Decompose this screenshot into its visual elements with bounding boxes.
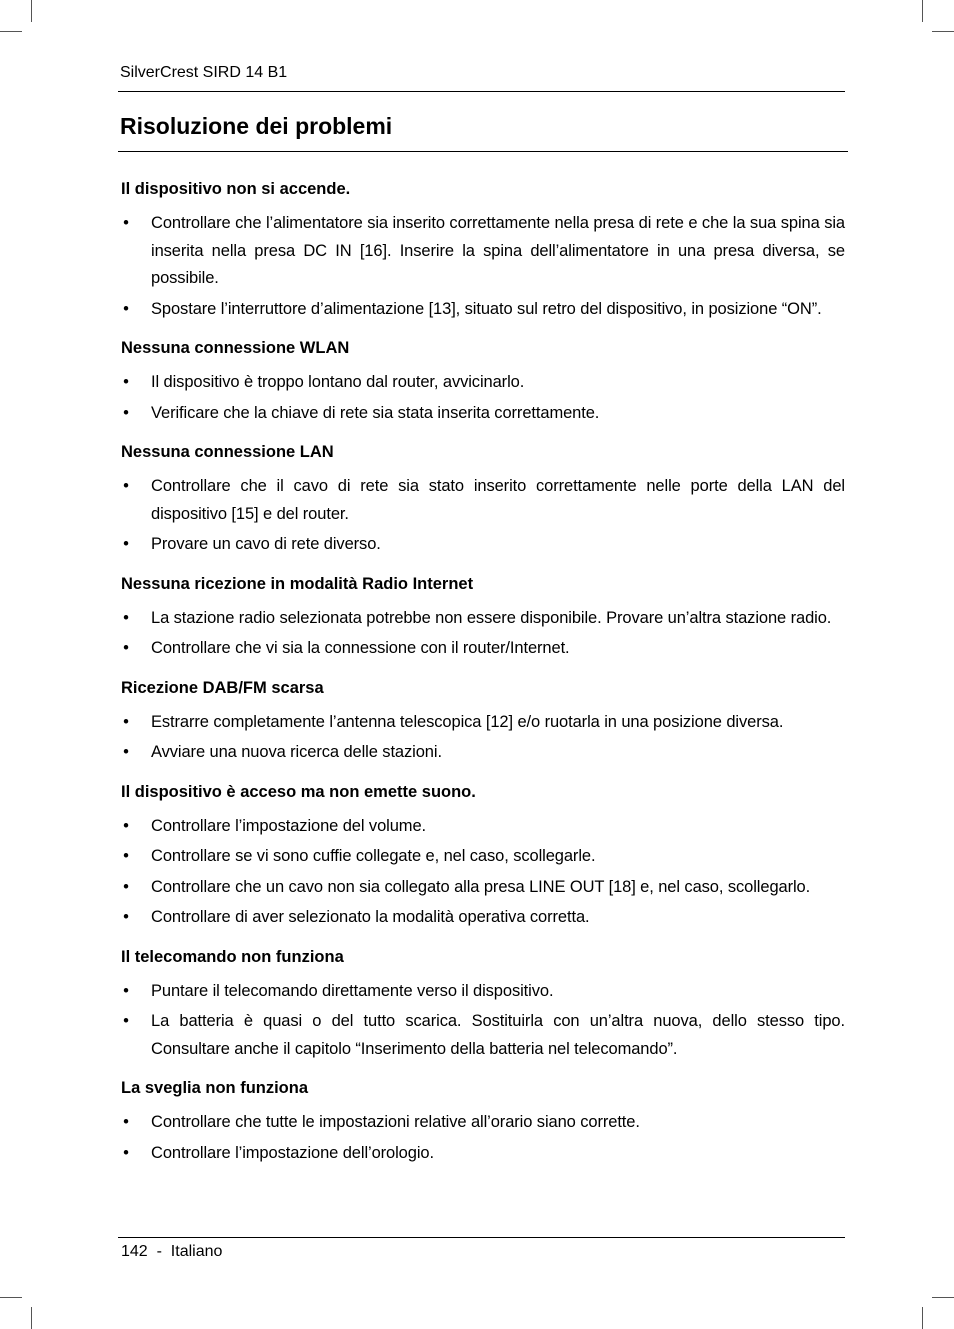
bullet-icon: • <box>123 877 129 896</box>
bullet-icon: • <box>123 373 129 391</box>
bullet-icon: • <box>123 608 129 627</box>
list-item: • Controllare l’impostazione del volume. <box>121 813 845 841</box>
list-item: • Controllare che un cavo non sia collegato alla presa LINE OUT [18] e, nel caso, scollegarlo. <box>121 874 845 902</box>
crop-mark <box>0 31 22 32</box>
section-heading: Il telecomando non funziona <box>121 947 344 966</box>
bullet-icon: • <box>123 1113 129 1131</box>
footer-divider <box>118 1237 845 1238</box>
page-footer: 142 - Italiano <box>121 1243 223 1260</box>
list-item: • Estrarre completamente l’antenna telescopica [12] e/o ruotarla in una posizione diversa. <box>121 709 845 737</box>
section-heading: Nessuna connessione LAN <box>121 443 334 461</box>
list-item: • Il dispositivo è troppo lontano dal router, avvicinarlo. <box>121 369 845 397</box>
section-heading: Nessuna connessione WLAN <box>121 339 350 357</box>
crop-mark <box>0 1297 22 1298</box>
crop-mark <box>922 0 923 22</box>
list-item: • La batteria è quasi o del tutto scarica. Sostituirla con un’altra nuova, dello stesso tipo. Consultare anche il capitolo “Inserimento della batteria nel telecomando”. <box>121 1008 845 1063</box>
bullet-icon: • <box>123 908 129 926</box>
bullet-list <box>121 978 845 1064</box>
list-item: • Controllare che il cavo di rete sia stato inserito correttamente nelle porte della LAN del dispositivo [15] e del router. <box>121 473 845 528</box>
title-divider <box>118 151 848 152</box>
list-item: • Puntare il telecomando direttamente verso il dispositivo. <box>121 978 845 1006</box>
crop-mark <box>922 1307 923 1329</box>
list-item: • Controllare l’impostazione dell’orologio. <box>121 1140 845 1168</box>
crop-mark <box>932 1297 954 1298</box>
list-item: • Avviare una nuova ricerca delle stazioni. <box>121 739 845 767</box>
section-heading: Il dispositivo non si accende. <box>121 180 351 198</box>
section-no-lan <box>121 440 845 559</box>
bullet-icon: • <box>123 1012 129 1030</box>
list-item: • Controllare di aver selezionato la modalità operativa corretta. <box>121 904 845 932</box>
section-heading: Ricezione DAB/FM scarsa <box>121 678 324 697</box>
section-no-internet-radio <box>121 572 845 663</box>
section-heading: La sveglia non funziona <box>121 1079 309 1097</box>
bullet-list <box>121 605 845 663</box>
crop-mark <box>31 0 32 22</box>
section-no-wlan <box>121 336 845 427</box>
bullet-icon: • <box>123 981 129 1000</box>
bullet-icon: • <box>123 403 129 422</box>
list-item: • Controllare che tutte le impostazioni relative all’orario siano corrette. <box>121 1109 845 1137</box>
bullet-icon: • <box>123 816 129 835</box>
troubleshooting-content <box>121 177 845 1167</box>
bullet-icon: • <box>123 743 129 761</box>
list-item: • Controllare che l’alimentatore sia inserito correttamente nella presa di rete e che la sua spina sia inserita nella presa DC IN [16]. Inserire la spina dell’alimentatore in una presa diversa, se possibile. <box>121 210 845 293</box>
section-heading: Il dispositivo è acceso ma non emette suono. <box>121 782 476 801</box>
section-no-sound <box>121 780 845 932</box>
bullet-list <box>121 473 845 559</box>
section-remote-not-working <box>121 945 845 1064</box>
section-heading: Nessuna ricezione in modalità Radio Internet <box>121 574 474 593</box>
bullet-icon: • <box>123 639 129 657</box>
page-title: Risoluzione dei problemi <box>120 113 393 139</box>
bullet-icon: • <box>123 299 129 318</box>
bullet-icon: • <box>123 477 129 495</box>
list-item: • Verificare che la chiave di rete sia stata inserita correttamente. <box>121 400 845 428</box>
bullet-icon: • <box>123 847 129 865</box>
running-header: SilverCrest SIRD 14 B1 <box>120 64 288 81</box>
bullet-list <box>121 210 845 323</box>
crop-mark <box>932 31 954 32</box>
bullet-icon: • <box>123 1143 129 1162</box>
list-item: • Spostare l’interruttore d’alimentazione [13], situato sul retro del dispositivo, in posizione “ON”. <box>121 296 845 324</box>
bullet-list <box>121 369 845 427</box>
list-item: • Provare un cavo di rete diverso. <box>121 531 845 559</box>
crop-mark <box>31 1307 32 1329</box>
section-poor-dab-fm <box>121 676 845 767</box>
bullet-icon: • <box>123 214 129 232</box>
list-item: • La stazione radio selezionata potrebbe non essere disponibile. Provare un’altra stazione radio. <box>121 605 845 633</box>
list-item: • Controllare se vi sono cuffie collegate e, nel caso, scollegarle. <box>121 843 845 871</box>
header-divider <box>118 91 845 92</box>
list-item: • Controllare che vi sia la connessione con il router/Internet. <box>121 635 845 663</box>
section-no-power <box>121 177 845 323</box>
bullet-list <box>121 1109 845 1167</box>
section-alarm-not-working <box>121 1076 845 1167</box>
bullet-icon: • <box>123 712 129 731</box>
bullet-list <box>121 709 845 767</box>
bullet-icon: • <box>123 535 129 553</box>
bullet-list <box>121 813 845 932</box>
